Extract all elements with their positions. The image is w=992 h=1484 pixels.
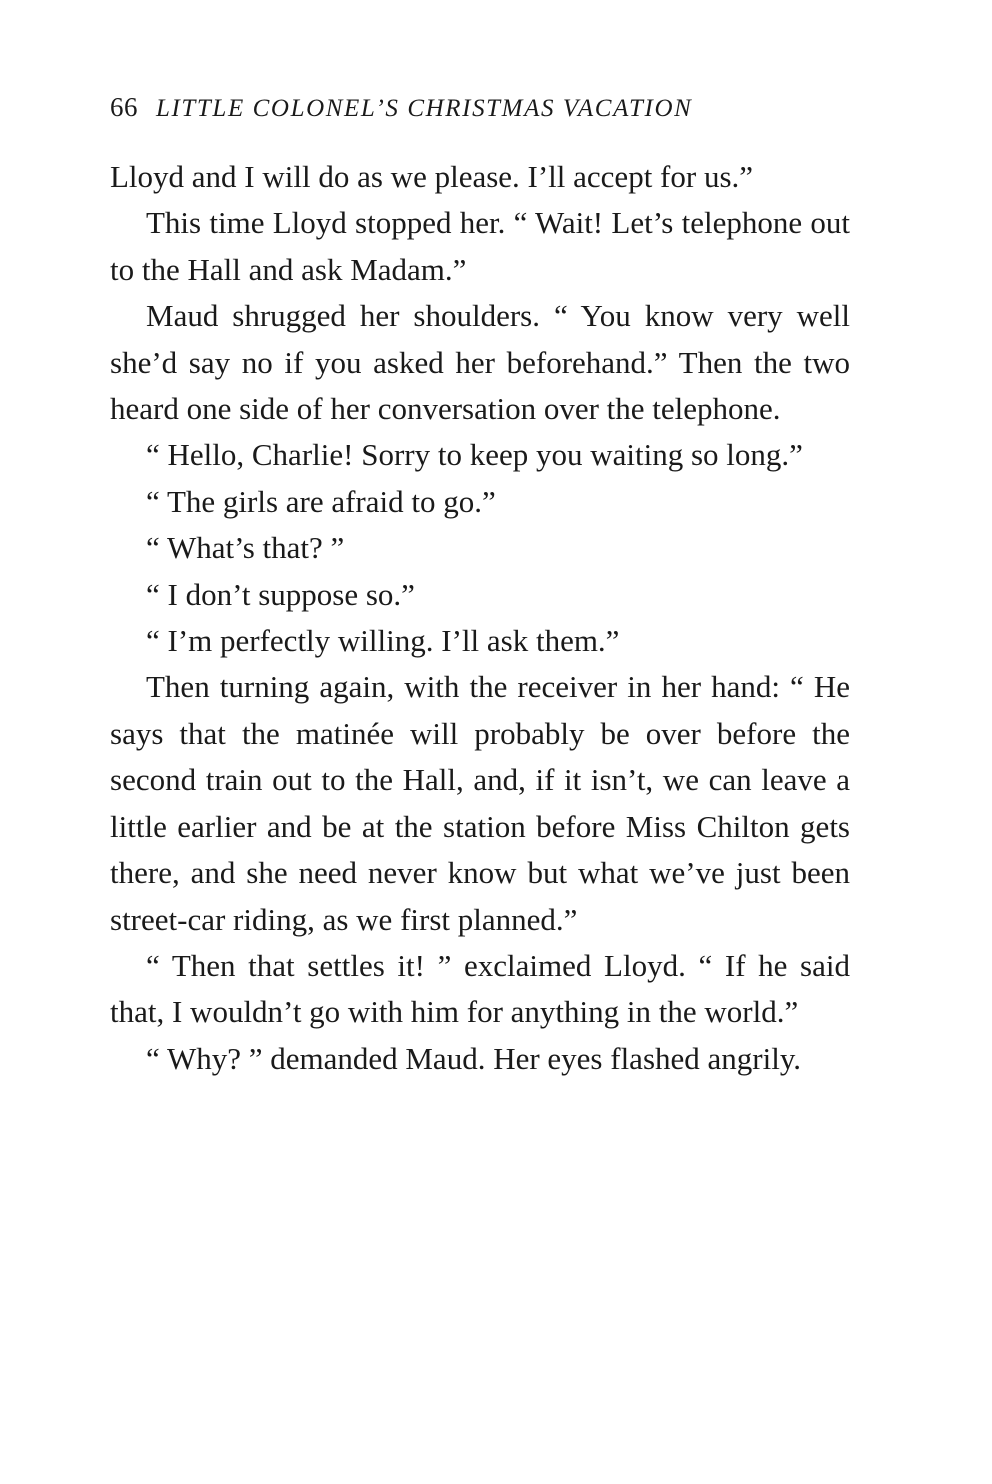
paragraph: “ I don’t suppose so.” — [146, 576, 415, 612]
page-number: 66 — [110, 92, 138, 122]
paragraph: This time Lloyd stopped her. “ Wait! Let’s telephone out to the Hall and ask Madam.” — [110, 205, 850, 287]
body-text — [110, 154, 850, 1082]
book-page — [110, 92, 850, 1082]
paragraph: “ Why? ” demanded Maud. Her eyes flashed angrily. — [146, 1040, 802, 1076]
paragraph: Lloyd and I will do as we please. I’ll accept for us.” — [110, 159, 754, 194]
paragraph: Maud shrugged her shoulders. “ You know very well she’d say no if you asked her beforehand.” Then the two heard one side of her conversation over the telephone. — [110, 298, 850, 427]
running-head-title: LITTLE COLONEL’S CHRISTMAS VACATION — [156, 95, 693, 122]
paragraph: “ I’m perfectly willing. I’ll ask them.” — [146, 623, 620, 659]
paragraph: “ Hello, Charlie! Sorry to keep you waiting so long.” — [146, 437, 803, 473]
paragraph: Then turning again, with the receiver in her hand: “ He says that the matinée will probably be over before the second train out to the Hall, and, if it isn’t, we can leave a little earlier and be at the station before Miss Chilton gets there, and she need never know but what we’ve just been street-car riding, as we first planned.” — [110, 669, 850, 937]
paragraph: “ What’s that? ” — [146, 530, 345, 566]
running-head — [110, 92, 850, 132]
paragraph: “ The girls are afraid to go.” — [146, 483, 496, 519]
paragraph: “ Then that settles it! ” exclaimed Lloyd. “ If he said that, I wouldn’t go with him for anything in the world.” — [110, 947, 850, 1030]
